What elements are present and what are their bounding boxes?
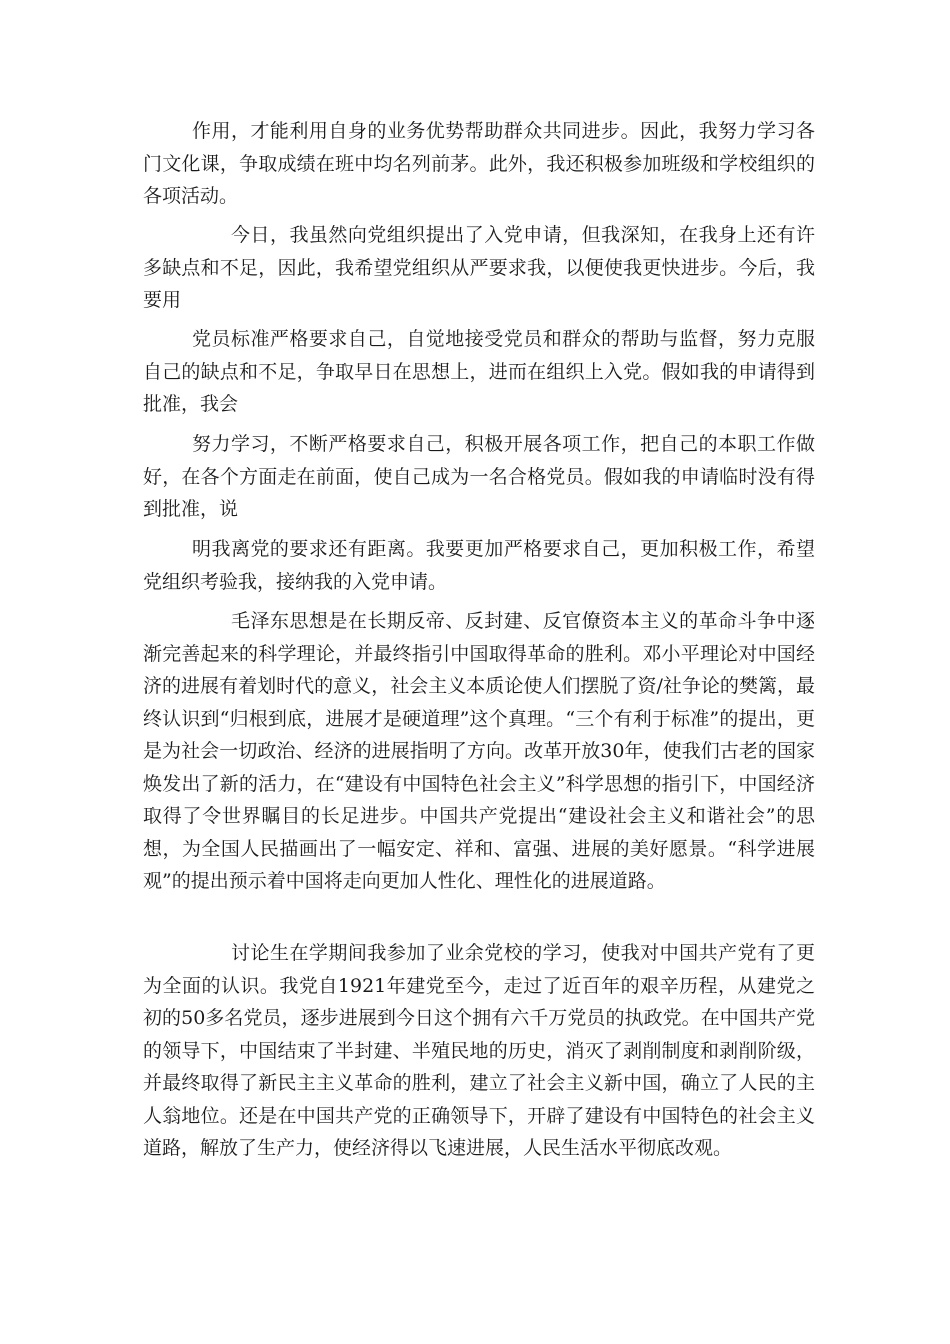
- paragraph-work-hard: 努力学习，不断严格要求自己，积极开展各项工作，把自己的本职工作做好，在各个方面走在前面，使自己成为一名合格党员。假如我的申请临时没有得到批准，说: [143, 433, 815, 520]
- paragraph-party-school: 讨论生在学期间我参加了业余党校的学习，使我对中国共产党有了更为全面的认识。我党自1921年建党至今，走过了近百年的艰辛历程，从建党之初的50多名党员，逐步进展到今日这个拥有六千万党员的执政党。在中国共产党的领导下，中国结束了半封建、半殖民地的历史，消灭了剥削制度和剥削阶级，并最终取得了新民主主义革命的胜利，建立了社会主义新中国，确立了人民的主人翁地位。还是在中国共产党的正确领导下，开辟了建设有中国特色的社会主义道路，解放了生产力，使经济得以飞速进展，人民生活水平彻底改观。: [143, 942, 815, 1159]
- paragraph-party-standards: 党员标准严格要求自己，自觉地接受党员和群众的帮助与监督，努力克服自己的缺点和不足，争取早日在思想上，进而在组织上入党。假如我的申请得到批准，我会: [143, 328, 815, 415]
- paragraph-party-application: 今日，我虽然向党组织提出了入党申请，但我深知，在我身上还有许多缺点和不足，因此，我希望党组织从严要求我，以便使我更快进步。今后，我要用: [143, 224, 815, 311]
- paragraph-theory-history: 毛泽东思想是在长期反帝、反封建、反官僚资本主义的革命斗争中逐渐完善起来的科学理论，并最终指引中国取得革命的胜利。邓小平理论对中国经济的进展有着划时代的意义，社会主义本质论使人们摆脱了资/社争论的樊篱，最终认识到“归根到底，进展才是硬道理”这个真理。“三个有利于标准”的提出，更是为社会一切政治、经济的进展指明了方向。改革开放30年，使我们古老的国家焕发出了新的活力，在“建设有中国特色社会主义”科学思想的指引下，中国经济取得了令世界瞩目的长足进步。中国共产党提出“建设社会主义和谐社会”的思想，为全国人民描画出了一幅安定、祥和、富强、进展的美好愿景。“科学进展观”的提出预示着中国将走向更加人性化、理性化的进展道路。: [143, 610, 815, 892]
- paragraph-study-activities: 作用，才能利用自身的业务优势帮助群众共同进步。因此，我努力学习各门文化课，争取成绩在班中均名列前茅。此外，我还积极参加班级和学校组织的各项活动。: [143, 120, 815, 207]
- paragraph-accept-test: 明我离党的要求还有距离。我要更加严格要求自己，更加积极工作，希望党组织考验我，接纳我的入党申请。: [143, 538, 815, 593]
